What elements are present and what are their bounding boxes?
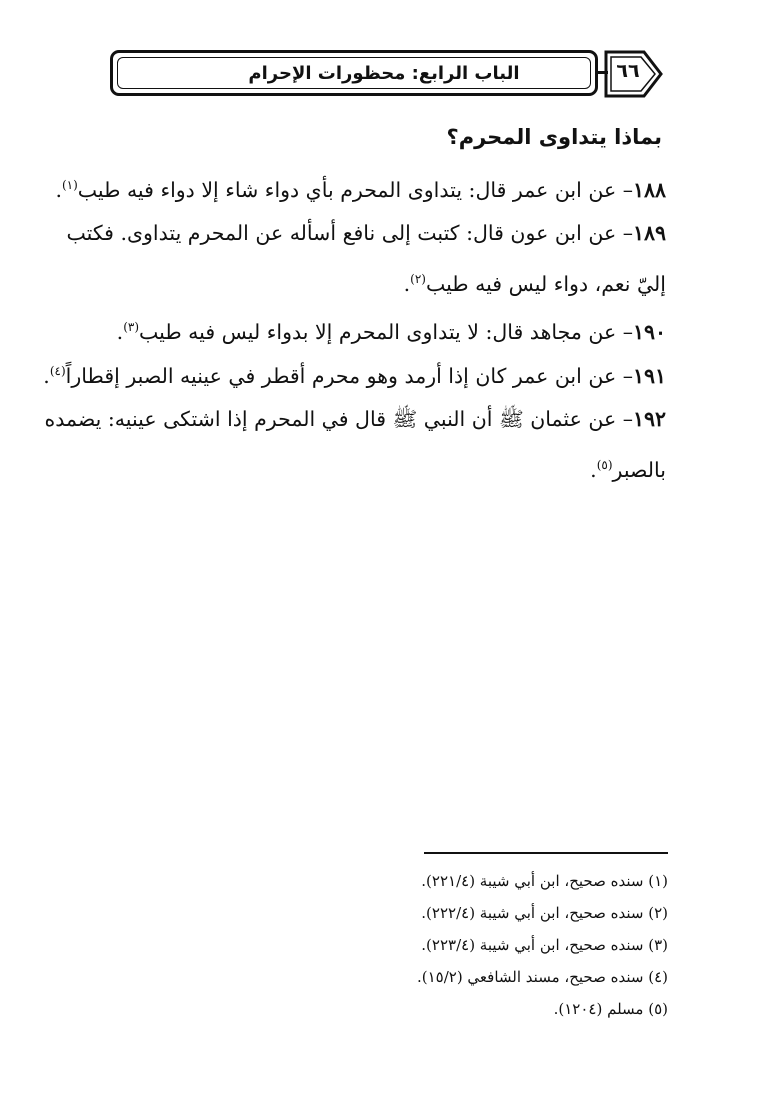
chapter-title: الباب الرابع: محظورات الإحرام: [248, 62, 520, 84]
paragraph-text: بالصبر: [612, 457, 666, 482]
paragraph-end: .: [55, 177, 62, 202]
paragraph-text: – عن ابن عمر كان إذا أرمد وهو محرم أقطر في عينيه الصبر إقطاراً: [65, 363, 633, 388]
footnote-4: (٤) سنده صحيح، مسند الشافعي (١٥/٢).: [416, 968, 668, 986]
paragraph-end: .: [43, 363, 50, 388]
footnote-marker: (٣): [123, 320, 140, 334]
footnote-1: (١) سنده صحيح، ابن أبي شيبة (٢٢١/٤).: [421, 872, 668, 890]
hadith-number: ١٩٠: [632, 319, 666, 344]
footnote-marker: (١): [61, 178, 78, 192]
section-heading: بماذا يتداوى المحرم؟: [446, 125, 662, 149]
paragraph-189-line-2: [404, 264, 666, 299]
footnote-3: (٣) سنده صحيح، ابن أبي شيبة (٢٢٣/٤).: [421, 936, 668, 954]
paragraph-text: – عن مجاهد قال: لا يتداوى المحرم إلا بدواء ليس فيه طيب: [139, 319, 633, 344]
paragraph-189-line-1: [67, 218, 666, 248]
paragraph-191: [43, 356, 666, 391]
paragraph-text: – عن ابن عون قال: كتبت إلى نافع أسأله عن المحرم يتداوى. فكتب: [66, 221, 633, 245]
hadith-number: ١٩٢: [632, 407, 666, 431]
footnote-separator: [424, 852, 668, 854]
chapter-header-frame: [110, 50, 598, 96]
footnote-2: (٢) سنده صحيح، ابن أبي شيبة (٢٢٢/٤).: [421, 904, 668, 922]
paragraph-end: .: [116, 319, 124, 344]
paragraph-192-line-1: [45, 404, 666, 434]
footnote-marker: (٤): [49, 364, 66, 378]
paragraph-text: إليّ نعم، دواء ليس فيه طيب: [425, 271, 666, 296]
paragraph-188: [55, 170, 666, 205]
page-number: ٦٦: [616, 60, 640, 82]
footnote-marker: (٥): [596, 458, 613, 472]
hadith-number: ١٨٩: [632, 221, 666, 245]
chapter-header-inner: [117, 57, 591, 89]
paragraph-text: – عن عثمان ﷺ أن النبي ﷺ قال في المحرم إذا اشتكى عينيه: يضمده: [44, 407, 633, 431]
paragraph-192-line-2: [590, 450, 666, 485]
hadith-number: ١٩١: [632, 363, 666, 388]
paragraph-end: .: [403, 271, 411, 296]
footnote-marker: (٢): [410, 272, 426, 286]
hadith-number: ١٨٨: [632, 177, 666, 202]
paragraph-190: [117, 312, 666, 347]
paragraph-end: .: [590, 457, 597, 482]
footnote-5: (٥) مسلم (١٢٠٤).: [553, 1000, 668, 1018]
paragraph-text: – عن ابن عمر قال: يتداوى المحرم بأي دواء شاء إلا دواء فيه طيب: [77, 177, 633, 202]
